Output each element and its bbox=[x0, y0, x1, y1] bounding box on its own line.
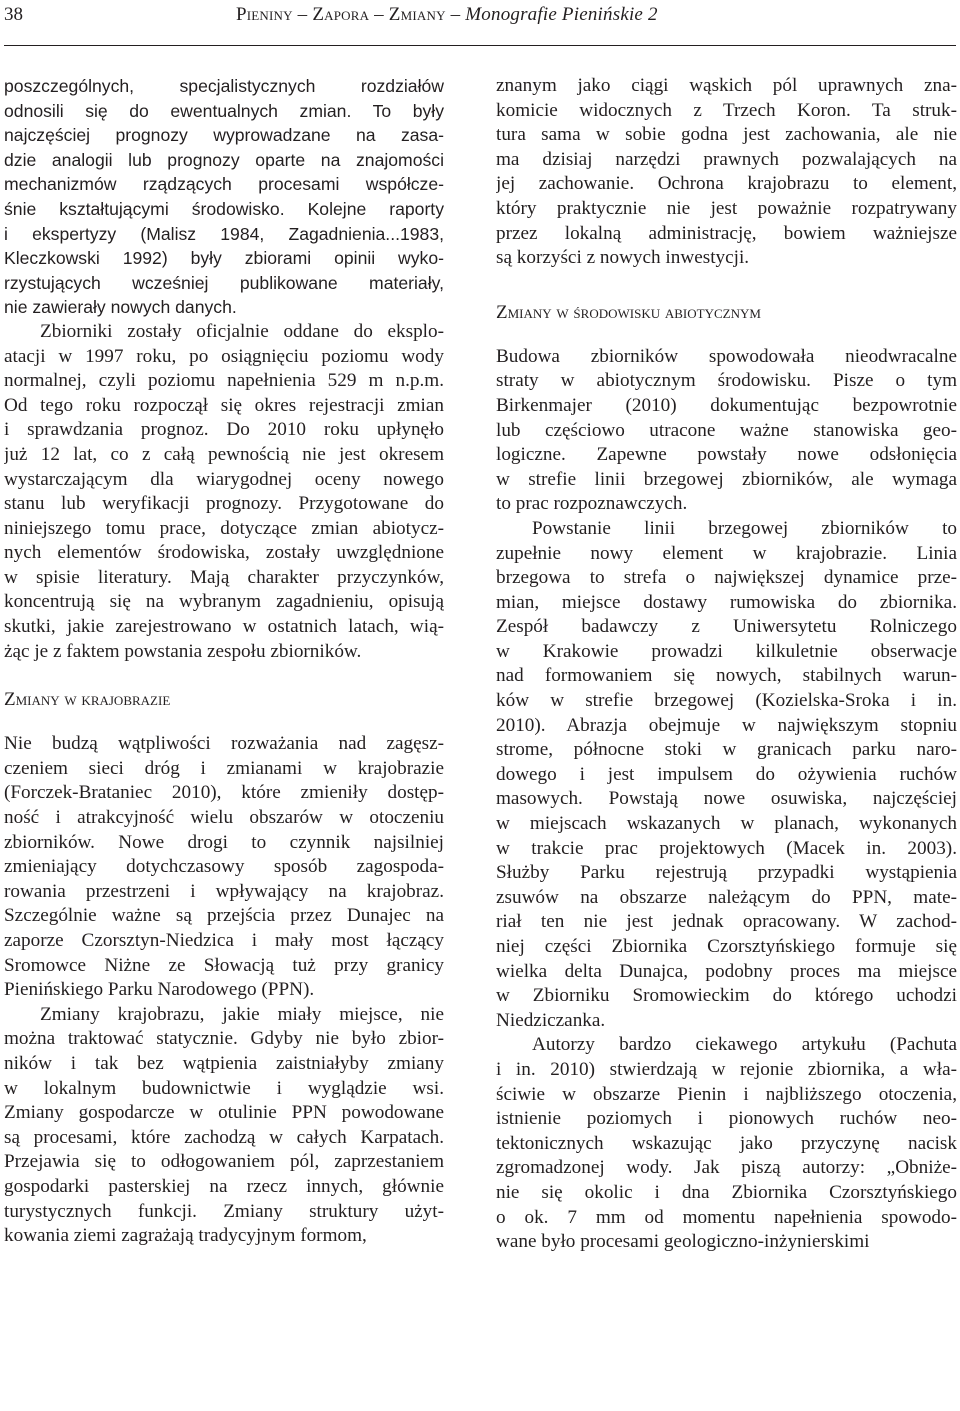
text-line: znanym jako ciągi wąskich pól uprawnych zna- bbox=[496, 75, 957, 96]
text-line: ników i tak bez wątpienia zaistniałyby zmiany bbox=[4, 1052, 444, 1074]
text-line: Zbiorniki zostały oficjalnie oddane do eksplo- bbox=[40, 320, 444, 342]
text-line: i in. 2010) stwierdzają w rejonie zbiornika, a wła- bbox=[496, 1058, 957, 1080]
text-line: w trakcie prac projektowych (Macek in. 2003). bbox=[496, 837, 957, 859]
text-line: gospodarki pasterskiej na rzecz innych, głównie bbox=[4, 1175, 444, 1197]
text-line: ków w strefie brzegowej (Kozielska-Sroka i in. bbox=[496, 690, 957, 712]
text-line: jej zachowanie. Ochrona krajobrazu to element, bbox=[496, 173, 957, 195]
text-line: Powstanie linii brzegowej zbiorników to bbox=[532, 517, 957, 539]
running-header bbox=[4, 4, 956, 34]
paragraph-landscape-3 bbox=[496, 74, 957, 271]
text-line: można traktować statycznie. Gdyby nie było zbior- bbox=[4, 1028, 444, 1050]
text-line: mechanizmów rządzących procesami współcze- bbox=[4, 174, 444, 195]
text-line: który praktycznie nie jest poważnie rozpatrywany bbox=[496, 197, 957, 219]
text-line: żąc je z faktem powstania zespołu zbiorników. bbox=[4, 640, 362, 662]
section-heading-landscape: Zmiany w krajobrazie bbox=[4, 689, 171, 711]
text-line: logiczne. Zapewne powstały nowe odsłonięcia bbox=[496, 444, 957, 466]
text-line: strome, północne stoki w granicach parku naro- bbox=[496, 739, 957, 761]
text-line: wielka delta Dunajca, podobny proces ma miejsce bbox=[496, 960, 957, 982]
left-column bbox=[4, 74, 444, 1249]
text-line: ność i atrakcyjność wielu obszarów w otoczeniu bbox=[4, 807, 444, 829]
text-line: nie się okolic i dna Zbiornika Czorsztyńskiego bbox=[496, 1181, 957, 1203]
text-line: normalnej, czyli poziomu napełnienia 529 m n.p.m. bbox=[4, 370, 444, 392]
text-line: Zmiany gospodarcze w otulinie PPN powodowane bbox=[4, 1102, 444, 1124]
text-line: są korzyści z nowych inwestycji. bbox=[496, 247, 750, 269]
text-line: w lokalnym budownictwie i wyglądzie wsi. bbox=[4, 1077, 444, 1099]
text-line: brzegowa to strefa o największej dynamice prze- bbox=[496, 567, 957, 589]
section-heading-abiotic: Zmiany w środowisku abiotycznym bbox=[496, 301, 761, 323]
text-line: mian, miejsce dostawy rumowiska do zbiornika. bbox=[496, 591, 957, 613]
running-title bbox=[236, 4, 658, 26]
text-line: nie zawierały nowych danych. bbox=[4, 297, 237, 318]
paragraph-landscape-2 bbox=[4, 1003, 444, 1249]
text-line: w strefie linii brzegowej zbiorników, ale wymaga bbox=[496, 468, 957, 490]
text-line: rowania przestrzeni i wpływający na krajobraz. bbox=[4, 880, 444, 902]
text-line: ma dzisiaj narzędzi prawnych pozwalających na bbox=[496, 148, 957, 170]
text-line: Zmiany krajobrazu, jakie miały miejsce, nie bbox=[40, 1003, 444, 1025]
right-column bbox=[496, 74, 957, 1255]
text-line: zmieniający dotychczasowy sposób zagospoda- bbox=[4, 856, 444, 878]
text-line: skutki, jakie zarejestrowano w ostatnich latach, wią- bbox=[4, 616, 444, 638]
text-line: zaporze Czorsztyn-Niedzica i mały most łączący bbox=[4, 930, 444, 951]
paragraph-abiotic-2 bbox=[496, 517, 957, 1033]
text-line: ściwie w obszarze Pienin i najbliższego otoczenia, bbox=[496, 1083, 957, 1105]
text-line: turystycznych funkcji. Zmiany struktury użyt- bbox=[4, 1200, 444, 1222]
text-line: tektonicznych wskazując jako przyczynę nacisk bbox=[496, 1132, 957, 1154]
text-line: dowego i jest impulsem do ożywienia ruchów bbox=[496, 763, 957, 785]
text-line: w Krakowie prowadzi kilkuletnie obserwacje bbox=[496, 640, 957, 662]
text-line: riał ten nie jest jednak opracowany. W zachod- bbox=[496, 911, 957, 933]
paragraph-abiotic-1 bbox=[496, 345, 957, 517]
text-line: koncentrują się na wybranym zagadnieniu, opisują bbox=[4, 591, 444, 613]
text-line: nych elementów środowiska, zostały uwzględnione bbox=[4, 542, 444, 564]
text-line: są procesami, które zachodzą w całych Karpatach. bbox=[4, 1126, 444, 1148]
text-line: istnienie poziomych i pionowych ruchów neo- bbox=[496, 1108, 957, 1130]
text-line: dzie analogii lub prognozy oparte na znajomości bbox=[4, 149, 444, 170]
text-line: poszczególnych, specjalistycznych rozdziałów bbox=[4, 76, 444, 96]
text-line: zgromadzonej wody. Jak piszą autorzy: „Obniże- bbox=[496, 1157, 957, 1179]
text-line: Służby Parku rejestrują przypadki wystąpienia bbox=[496, 862, 957, 884]
text-line: 2010). Abrazja obejmuje w największym stopniu bbox=[496, 714, 957, 736]
text-line: zbiorników. Nowe drogi to czynnik najsilniej bbox=[4, 831, 444, 853]
text-line: to prac rozpoznawczych. bbox=[496, 493, 688, 515]
text-line: masowych. Powstają nowe osuwiska, najczęściej bbox=[496, 788, 957, 810]
text-line: i ekspertyzy (Malisz 1984, Zagadnienia...1983, bbox=[4, 223, 444, 244]
text-line: lub częściowo utracone ważne stanowiska geo- bbox=[496, 419, 957, 441]
text-line: Kleczkowski 1992) były zbiorami opinii wyko- bbox=[4, 248, 444, 269]
text-line: Niedziczanka. bbox=[496, 1009, 606, 1031]
text-line: rzystujących wcześniej publikowane materiały, bbox=[4, 272, 444, 293]
text-line: najczęściej prognozy wyprowadzane na zasa- bbox=[4, 125, 444, 146]
header-rule bbox=[4, 45, 956, 46]
paragraph-landscape-1 bbox=[4, 732, 444, 1003]
series-subtitle: Monografie Pienińskie 2 bbox=[465, 4, 658, 25]
text-line: tura sama w sobie godna jest zachowania, ale nie bbox=[496, 124, 957, 146]
text-line: śnie kształtującymi środowisko. Kolejne raporty bbox=[4, 198, 444, 219]
text-line: nad formowaniem się nowych, stabilnych warun- bbox=[496, 665, 957, 687]
text-line: Przejawia się to odłogowaniem pól, zaprzestaniem bbox=[4, 1151, 444, 1173]
text-line: niniejszego tomu prace, dotyczące zmian abiotycz- bbox=[4, 517, 444, 539]
text-line: w Zbiorniku Sromowieckim do którego uchodzi bbox=[496, 985, 957, 1007]
text-line: komicie widocznych z Trzech Koron. Ta struk- bbox=[496, 99, 957, 121]
text-line: wystarczającym dla wiarygodnej oceny nowego bbox=[4, 468, 444, 490]
text-line: wane było procesami geologiczno-inżynierskimi bbox=[496, 1231, 870, 1253]
paragraph-sans-1 bbox=[4, 74, 444, 320]
text-line: (Forczek-Brataniec 2010), które zmieniły dostęp- bbox=[4, 782, 444, 804]
text-line: zsuwów na obszarze należącym do PPN, mate- bbox=[496, 886, 957, 908]
text-line: Sromowce Niżne ze Słowacją tuż przy granicy bbox=[4, 954, 444, 976]
text-line: już 12 lat, co z całą pewnością nie jest okresem bbox=[4, 443, 444, 465]
text-line: Birkenmajer (2010) dokumentując bezpowrotnie bbox=[496, 394, 957, 416]
text-line: atacji w 1997 roku, po osiągnięciu poziomu wody bbox=[4, 345, 444, 367]
text-line: niej części Zbiornika Czorsztyńskiego formuje się bbox=[496, 936, 957, 957]
text-line: straty w abiotycznym środowisku. Pisze o tym bbox=[496, 370, 957, 392]
text-line: w spisie literatury. Mają charakter przyczynków, bbox=[4, 566, 444, 588]
text-line: kowania ziemi zagrażają tradycyjnym formom, bbox=[4, 1225, 367, 1247]
text-line: Od tego roku rozpoczął się okres rejestracji zmian bbox=[4, 394, 444, 416]
text-line: Pienińskiego Parku Narodowego (PPN). bbox=[4, 979, 315, 1001]
text-line: czeniem sieci dróg i zmianami w krajobrazie bbox=[4, 757, 444, 779]
text-line: Budowa zbiorników spowodowała nieodwracalne bbox=[496, 345, 957, 367]
text-line: Szczególnie ważne są przejścia przez Dunajec na bbox=[4, 905, 444, 927]
page-number: 38 bbox=[4, 4, 23, 25]
text-line: odnosili się do ewentualnych zmian. To były bbox=[4, 100, 444, 121]
text-line: przez lokalną administrację, bowiem ważniejsze bbox=[496, 222, 957, 244]
text-line: w miejscach wskazanych w planach, wykonanych bbox=[496, 813, 957, 835]
paragraph-abiotic-3 bbox=[496, 1033, 957, 1254]
text-line: Zespół badawczy z Uniwersytetu Rolniczego bbox=[496, 616, 957, 638]
text-line: i sprawdzania prognoz. Do 2010 roku upłynęło bbox=[4, 419, 444, 441]
text-line: o ok. 7 mm od momentu napełnienia spowodo- bbox=[496, 1206, 957, 1228]
paragraph-sans-2 bbox=[4, 320, 444, 664]
text-line: zupełnie nowy element w krajobrazie. Linia bbox=[496, 542, 957, 564]
text-line: Nie budzą wątpliwości rozważania nad zagęsz- bbox=[4, 733, 444, 755]
text-line: Autorzy bardzo ciekawego artykułu (Pachuta bbox=[532, 1034, 957, 1056]
series-title: Pieniny – Zapora – Zmiany – bbox=[236, 4, 466, 25]
text-line: stanu lub weryfikacji prognozy. Przygotowane do bbox=[4, 493, 444, 515]
